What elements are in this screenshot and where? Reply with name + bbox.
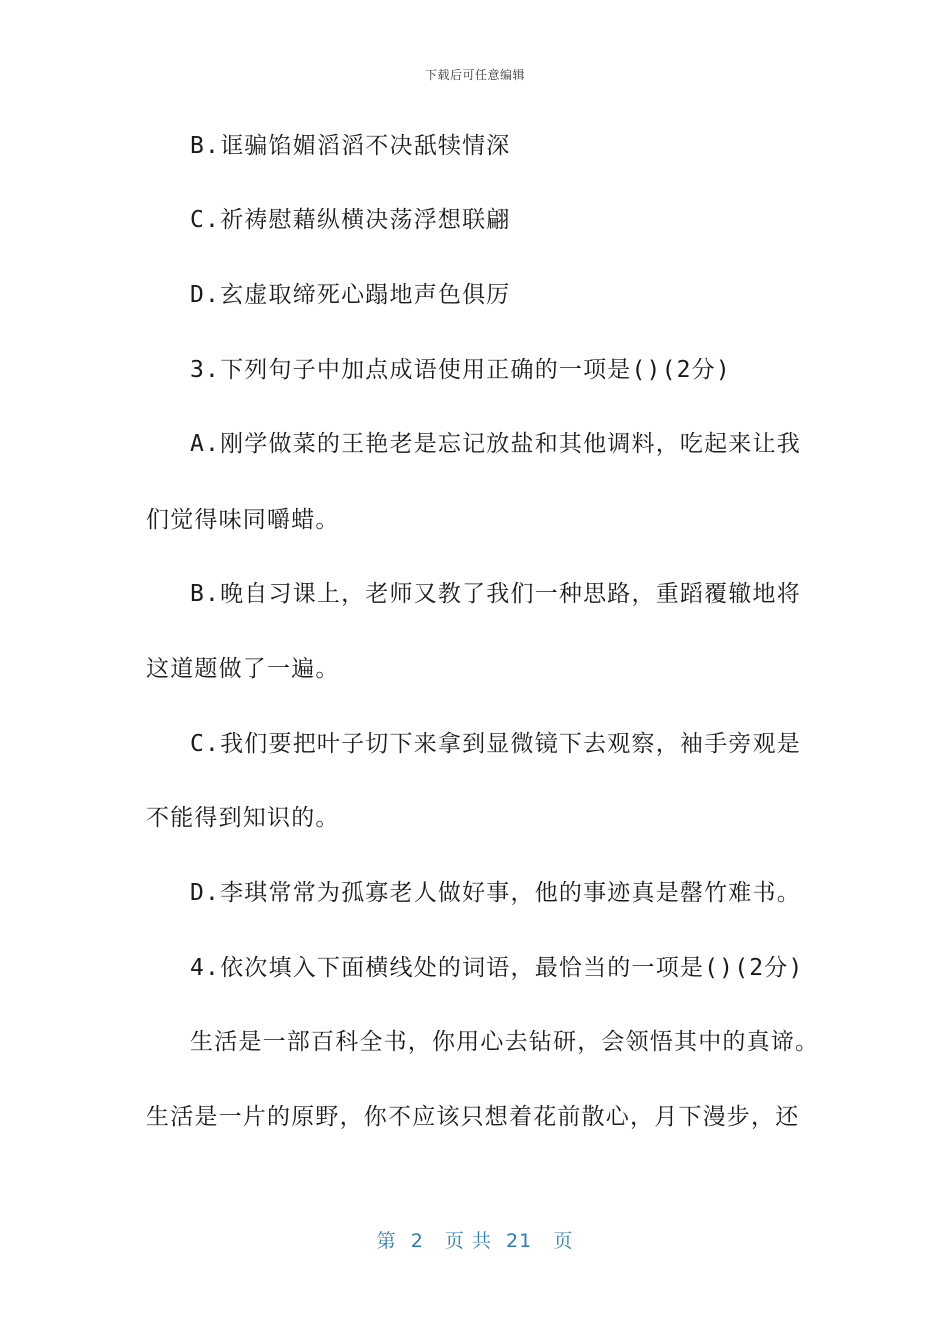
- page-header-note: 下载后可任意编辑: [424, 68, 525, 82]
- page-footer: 第 2 页 共 21 页: [376, 1230, 574, 1252]
- q3-option-a-line1: A.刚学做菜的王艳老是忘记放盐和其他调料，吃起来让我: [190, 431, 801, 457]
- option-d-line: D.玄虚取缔死心蹋地声色俱厉: [190, 282, 511, 308]
- q3-option-c-line2: 不能得到知识的。: [146, 805, 340, 831]
- q3-option-c-line1: C.我们要把叶子切下来拿到显微镜下去观察，袖手旁观是: [190, 731, 801, 757]
- option-b-line: B.诓骗馅媚滔滔不决舐犊情深: [190, 133, 511, 159]
- option-c-line: C.祈祷慰藉纵横决荡浮想联翩: [190, 207, 511, 233]
- q3-option-a-line2: 们觉得味同嚼蜡。: [146, 507, 340, 533]
- question-4-title: 4.依次填入下面横线处的词语，最恰当的一项是()(2分): [190, 955, 804, 981]
- q4-passage-line2: 生活是一片的原野，你不应该只想着花前散心，月下漫步，还: [146, 1104, 800, 1130]
- q3-option-b-line2: 这道题做了一遍。: [146, 656, 340, 682]
- question-3-title: 3.下列句子中加点成语使用正确的一项是()(2分): [190, 357, 731, 383]
- q4-passage-line1: 生活是一部百科全书，你用心去钻研，会领悟其中的真谛。: [190, 1029, 820, 1055]
- q3-option-b-line1: B.晚自习课上，老师又教了我们一种思路，重蹈覆辙地将: [190, 581, 801, 607]
- q3-option-d-line: D.李琪常常为孤寡老人做好事，他的事迹真是罄竹难书。: [190, 880, 801, 906]
